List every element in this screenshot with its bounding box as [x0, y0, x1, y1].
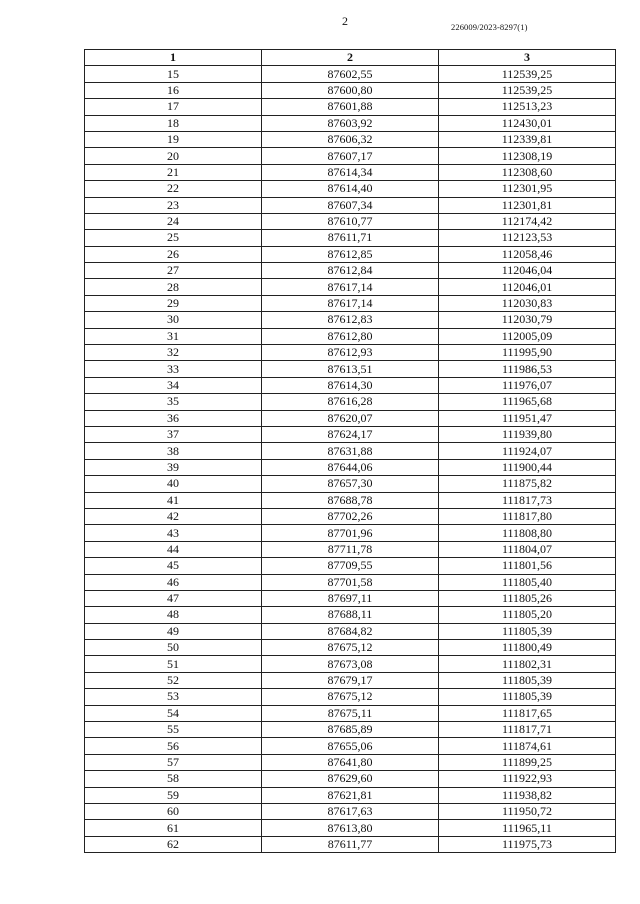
- table-row: [85, 115, 616, 131]
- table-row: [85, 328, 616, 344]
- y-coordinate-cell: 111817,73: [439, 492, 616, 508]
- point-number-cell: 47: [85, 590, 262, 606]
- x-coordinate-cell: 87684,82: [262, 623, 439, 639]
- x-coordinate-cell: 87612,83: [262, 312, 439, 328]
- table-row: [85, 148, 616, 164]
- table-row: [85, 803, 616, 819]
- table-row: [85, 131, 616, 147]
- table-row: [85, 410, 616, 426]
- y-coordinate-cell: 112030,83: [439, 295, 616, 311]
- x-coordinate-cell: 87617,63: [262, 803, 439, 819]
- table-row: [85, 689, 616, 705]
- x-coordinate-cell: 87675,12: [262, 640, 439, 656]
- table-row: [85, 181, 616, 197]
- y-coordinate-cell: 111924,07: [439, 443, 616, 459]
- x-coordinate-cell: 87620,07: [262, 410, 439, 426]
- x-coordinate-cell: 87675,12: [262, 689, 439, 705]
- table-row: [85, 656, 616, 672]
- table-row: [85, 541, 616, 557]
- table-row: [85, 525, 616, 541]
- table-row: [85, 492, 616, 508]
- y-coordinate-cell: 111804,07: [439, 541, 616, 557]
- x-coordinate-cell: 87644,06: [262, 459, 439, 475]
- table-row: [85, 820, 616, 836]
- x-coordinate-cell: 87613,80: [262, 820, 439, 836]
- table-row: [85, 754, 616, 770]
- header-row: [85, 50, 616, 66]
- table-row: [85, 672, 616, 688]
- point-number-cell: 55: [85, 722, 262, 738]
- table-row: [85, 197, 616, 213]
- table-body: [85, 66, 616, 853]
- x-coordinate-cell: 87602,55: [262, 66, 439, 82]
- x-coordinate-cell: 87673,08: [262, 656, 439, 672]
- point-number-cell: 35: [85, 394, 262, 410]
- point-number-cell: 53: [85, 689, 262, 705]
- x-coordinate-cell: 87675,11: [262, 705, 439, 721]
- table-row: [85, 738, 616, 754]
- point-number-cell: 44: [85, 541, 262, 557]
- table-row: [85, 164, 616, 180]
- y-coordinate-cell: 111874,61: [439, 738, 616, 754]
- point-number-cell: 45: [85, 558, 262, 574]
- table-row: [85, 640, 616, 656]
- point-number-cell: 52: [85, 672, 262, 688]
- table-header: [85, 50, 616, 66]
- x-coordinate-cell: 87606,32: [262, 131, 439, 147]
- document-reference: 226009/2023-8297(1): [451, 22, 528, 32]
- x-coordinate-cell: 87607,17: [262, 148, 439, 164]
- table-row: [85, 99, 616, 115]
- page-number: 2: [342, 14, 348, 28]
- table-row: [85, 345, 616, 361]
- point-number-cell: 37: [85, 426, 262, 442]
- x-coordinate-cell: 87679,17: [262, 672, 439, 688]
- table-row: [85, 476, 616, 492]
- y-coordinate-cell: 111805,40: [439, 574, 616, 590]
- y-coordinate-cell: 111808,80: [439, 525, 616, 541]
- table-row: [85, 836, 616, 852]
- column-header-3: 3: [439, 50, 616, 66]
- point-number-cell: 17: [85, 99, 262, 115]
- point-number-cell: 56: [85, 738, 262, 754]
- point-number-cell: 40: [85, 476, 262, 492]
- y-coordinate-cell: 112174,42: [439, 213, 616, 229]
- table-row: [85, 263, 616, 279]
- x-coordinate-cell: 87600,80: [262, 82, 439, 98]
- table-row: [85, 279, 616, 295]
- table-row: [85, 377, 616, 393]
- point-number-cell: 26: [85, 246, 262, 262]
- x-coordinate-cell: 87612,93: [262, 345, 439, 361]
- x-coordinate-cell: 87629,60: [262, 771, 439, 787]
- table-row: [85, 722, 616, 738]
- y-coordinate-cell: 111805,39: [439, 689, 616, 705]
- x-coordinate-cell: 87655,06: [262, 738, 439, 754]
- table-row: [85, 623, 616, 639]
- x-coordinate-cell: 87611,77: [262, 836, 439, 852]
- coordinates-table: [84, 49, 616, 853]
- point-number-cell: 21: [85, 164, 262, 180]
- x-coordinate-cell: 87603,92: [262, 115, 439, 131]
- y-coordinate-cell: 111922,93: [439, 771, 616, 787]
- y-coordinate-cell: 111950,72: [439, 803, 616, 819]
- x-coordinate-cell: 87614,34: [262, 164, 439, 180]
- x-coordinate-cell: 87607,34: [262, 197, 439, 213]
- y-coordinate-cell: 111965,68: [439, 394, 616, 410]
- point-number-cell: 22: [85, 181, 262, 197]
- y-coordinate-cell: 112301,81: [439, 197, 616, 213]
- x-coordinate-cell: 87617,14: [262, 279, 439, 295]
- point-number-cell: 61: [85, 820, 262, 836]
- y-coordinate-cell: 111817,65: [439, 705, 616, 721]
- x-coordinate-cell: 87613,51: [262, 361, 439, 377]
- point-number-cell: 60: [85, 803, 262, 819]
- table-row: [85, 82, 616, 98]
- x-coordinate-cell: 87611,71: [262, 230, 439, 246]
- table-row: [85, 443, 616, 459]
- point-number-cell: 54: [85, 705, 262, 721]
- x-coordinate-cell: 87685,89: [262, 722, 439, 738]
- y-coordinate-cell: 111965,11: [439, 820, 616, 836]
- y-coordinate-cell: 112308,19: [439, 148, 616, 164]
- y-coordinate-cell: 111995,90: [439, 345, 616, 361]
- point-number-cell: 51: [85, 656, 262, 672]
- table-row: [85, 312, 616, 328]
- x-coordinate-cell: 87688,11: [262, 607, 439, 623]
- y-coordinate-cell: 112058,46: [439, 246, 616, 262]
- y-coordinate-cell: 112005,09: [439, 328, 616, 344]
- x-coordinate-cell: 87612,80: [262, 328, 439, 344]
- point-number-cell: 57: [85, 754, 262, 770]
- table-row: [85, 426, 616, 442]
- x-coordinate-cell: 87612,85: [262, 246, 439, 262]
- table-row: [85, 459, 616, 475]
- x-coordinate-cell: 87610,77: [262, 213, 439, 229]
- x-coordinate-cell: 87702,26: [262, 508, 439, 524]
- point-number-cell: 34: [85, 377, 262, 393]
- point-number-cell: 29: [85, 295, 262, 311]
- point-number-cell: 36: [85, 410, 262, 426]
- table-row: [85, 787, 616, 803]
- x-coordinate-cell: 87621,81: [262, 787, 439, 803]
- point-number-cell: 16: [85, 82, 262, 98]
- table-row: [85, 295, 616, 311]
- y-coordinate-cell: 112513,23: [439, 99, 616, 115]
- y-coordinate-cell: 111802,31: [439, 656, 616, 672]
- point-number-cell: 59: [85, 787, 262, 803]
- y-coordinate-cell: 111805,39: [439, 672, 616, 688]
- table-row: [85, 246, 616, 262]
- x-coordinate-cell: 87612,84: [262, 263, 439, 279]
- x-coordinate-cell: 87688,78: [262, 492, 439, 508]
- point-number-cell: 25: [85, 230, 262, 246]
- x-coordinate-cell: 87709,55: [262, 558, 439, 574]
- y-coordinate-cell: 112030,79: [439, 312, 616, 328]
- y-coordinate-cell: 111875,82: [439, 476, 616, 492]
- point-number-cell: 48: [85, 607, 262, 623]
- x-coordinate-cell: 87614,30: [262, 377, 439, 393]
- y-coordinate-cell: 112046,04: [439, 263, 616, 279]
- y-coordinate-cell: 111986,53: [439, 361, 616, 377]
- y-coordinate-cell: 111938,82: [439, 787, 616, 803]
- x-coordinate-cell: 87697,11: [262, 590, 439, 606]
- point-number-cell: 58: [85, 771, 262, 787]
- y-coordinate-cell: 111805,26: [439, 590, 616, 606]
- point-number-cell: 32: [85, 345, 262, 361]
- x-coordinate-cell: 87614,40: [262, 181, 439, 197]
- point-number-cell: 28: [85, 279, 262, 295]
- table-row: [85, 558, 616, 574]
- point-number-cell: 23: [85, 197, 262, 213]
- point-number-cell: 19: [85, 131, 262, 147]
- point-number-cell: 43: [85, 525, 262, 541]
- y-coordinate-cell: 111939,80: [439, 426, 616, 442]
- y-coordinate-cell: 112308,60: [439, 164, 616, 180]
- point-number-cell: 62: [85, 836, 262, 852]
- y-coordinate-cell: 111800,49: [439, 640, 616, 656]
- y-coordinate-cell: 112539,25: [439, 66, 616, 82]
- x-coordinate-cell: 87701,96: [262, 525, 439, 541]
- point-number-cell: 46: [85, 574, 262, 590]
- y-coordinate-cell: 112430,01: [439, 115, 616, 131]
- x-coordinate-cell: 87657,30: [262, 476, 439, 492]
- point-number-cell: 20: [85, 148, 262, 164]
- y-coordinate-cell: 111805,39: [439, 623, 616, 639]
- table-row: [85, 230, 616, 246]
- table-row: [85, 66, 616, 82]
- x-coordinate-cell: 87711,78: [262, 541, 439, 557]
- point-number-cell: 42: [85, 508, 262, 524]
- point-number-cell: 24: [85, 213, 262, 229]
- table-row: [85, 508, 616, 524]
- x-coordinate-cell: 87701,58: [262, 574, 439, 590]
- point-number-cell: 30: [85, 312, 262, 328]
- point-number-cell: 39: [85, 459, 262, 475]
- x-coordinate-cell: 87617,14: [262, 295, 439, 311]
- point-number-cell: 27: [85, 263, 262, 279]
- point-number-cell: 41: [85, 492, 262, 508]
- x-coordinate-cell: 87616,28: [262, 394, 439, 410]
- point-number-cell: 31: [85, 328, 262, 344]
- y-coordinate-cell: 111976,07: [439, 377, 616, 393]
- y-coordinate-cell: 111900,44: [439, 459, 616, 475]
- x-coordinate-cell: 87601,88: [262, 99, 439, 115]
- y-coordinate-cell: 111801,56: [439, 558, 616, 574]
- x-coordinate-cell: 87624,17: [262, 426, 439, 442]
- y-coordinate-cell: 111817,80: [439, 508, 616, 524]
- y-coordinate-cell: 111817,71: [439, 722, 616, 738]
- table-row: [85, 394, 616, 410]
- point-number-cell: 18: [85, 115, 262, 131]
- table-row: [85, 705, 616, 721]
- table-row: [85, 361, 616, 377]
- y-coordinate-cell: 112301,95: [439, 181, 616, 197]
- point-number-cell: 50: [85, 640, 262, 656]
- point-number-cell: 38: [85, 443, 262, 459]
- x-coordinate-cell: 87641,80: [262, 754, 439, 770]
- y-coordinate-cell: 112539,25: [439, 82, 616, 98]
- table-row: [85, 213, 616, 229]
- table-row: [85, 607, 616, 623]
- column-header-1: 1: [85, 50, 262, 66]
- point-number-cell: 49: [85, 623, 262, 639]
- table-row: [85, 574, 616, 590]
- table-row: [85, 590, 616, 606]
- point-number-cell: 33: [85, 361, 262, 377]
- column-header-2: 2: [262, 50, 439, 66]
- y-coordinate-cell: 112046,01: [439, 279, 616, 295]
- x-coordinate-cell: 87631,88: [262, 443, 439, 459]
- y-coordinate-cell: 111951,47: [439, 410, 616, 426]
- y-coordinate-cell: 111805,20: [439, 607, 616, 623]
- y-coordinate-cell: 111899,25: [439, 754, 616, 770]
- y-coordinate-cell: 112123,53: [439, 230, 616, 246]
- point-number-cell: 15: [85, 66, 262, 82]
- table-row: [85, 771, 616, 787]
- y-coordinate-cell: 112339,81: [439, 131, 616, 147]
- y-coordinate-cell: 111975,73: [439, 836, 616, 852]
